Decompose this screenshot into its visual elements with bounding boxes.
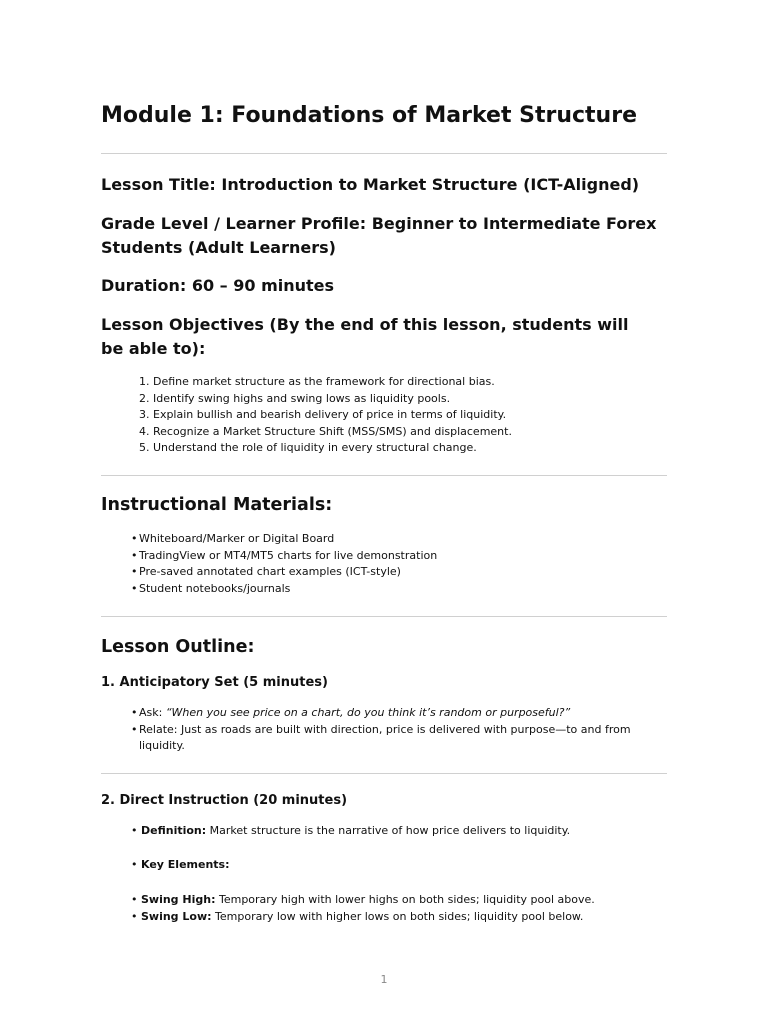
- divider: [101, 616, 667, 617]
- grade-level: Grade Level / Learner Profile: Beginner to Intermediate Forex Students (Adult Learners): [101, 214, 657, 257]
- list-item: [131, 705, 631, 722]
- swing-high-line: [131, 892, 595, 909]
- outline-heading: Lesson Outline:: [101, 637, 255, 657]
- definition-label: Definition:: [141, 824, 207, 837]
- page-number: 1: [380, 973, 388, 986]
- list-item: 4. Recognize a Market Structure Shift (MSS/SMS) and displacement.: [139, 424, 512, 438]
- lesson-title: Lesson Title: Introduction to Market Structure (ICT-Aligned): [101, 175, 640, 194]
- materials-heading: Instructional Materials:: [101, 495, 333, 515]
- divider: [101, 475, 667, 476]
- list-item: [131, 722, 631, 755]
- list-item: 3. Explain bullish and bearish delivery of price in terms of liquidity.: [139, 408, 507, 421]
- bullet-marker: •: [131, 548, 138, 562]
- anticipatory-list: [131, 705, 631, 755]
- ask-quote: “When you see price on a chart, do you think it’s random or purposeful?”: [165, 706, 571, 719]
- list-item: 5. Understand the role of liquidity in every structural change.: [139, 441, 477, 454]
- swing-high-text: Temporary high with lower highs on both sides; liquidity pool above.: [215, 893, 595, 906]
- material-text: Student notebooks/journals: [139, 581, 291, 595]
- anticipatory-heading: 1. Anticipatory Set (5 minutes): [101, 675, 328, 690]
- list-item: [131, 564, 631, 581]
- bullet-marker: •: [131, 893, 138, 906]
- material-text: Pre-saved annotated chart examples (ICT-style): [139, 565, 401, 578]
- list-item: 2. Identify swing highs and swing lows as liquidity pools.: [139, 391, 451, 405]
- divider: [101, 773, 667, 774]
- key-elements-line: [131, 857, 230, 874]
- materials-list: [131, 531, 631, 597]
- ask-label: Ask:: [139, 706, 166, 719]
- key-elements-label: Key Elements:: [141, 858, 230, 871]
- bullet-marker: •: [131, 910, 138, 923]
- bullet-marker: •: [131, 858, 138, 871]
- definition-line: [131, 823, 570, 840]
- swing-low-text: Temporary low with higher lows on both sides; liquidity pool below.: [211, 910, 584, 923]
- list-item: 1. Define market structure as the framework for directional bias.: [139, 375, 495, 388]
- relate-text: Relate: Just as roads are built with direction, price is delivered with purpose—to and from liquidity.: [139, 722, 631, 752]
- divider: [101, 153, 667, 154]
- bullet-marker: •: [131, 581, 138, 595]
- swing-high-label: Swing High:: [141, 893, 216, 906]
- material-text: TradingView or MT4/MT5 charts for live demonstration: [139, 548, 438, 562]
- objectives-heading: Lesson Objectives (By the end of this lesson, students will be able to):: [101, 315, 629, 358]
- module-title: Module 1: Foundations of Market Structure: [101, 103, 637, 128]
- duration: Duration: 60 – 90 minutes: [101, 276, 335, 295]
- bullet-marker: •: [131, 565, 138, 578]
- bullet-marker: •: [131, 722, 138, 736]
- list-item: [131, 548, 631, 565]
- list-item: [131, 581, 631, 598]
- direct-instruction-heading: 2. Direct Instruction (20 minutes): [101, 793, 348, 808]
- bullet-marker: •: [131, 706, 138, 719]
- bullet-marker: •: [131, 824, 138, 837]
- definition-text: Market structure is the narrative of how price delivers to liquidity.: [206, 824, 571, 837]
- list-item: [131, 531, 631, 548]
- bullet-marker: •: [131, 532, 138, 545]
- objectives-list: [139, 374, 512, 457]
- material-text: Whiteboard/Marker or Digital Board: [139, 532, 335, 545]
- swing-low-label: Swing Low:: [141, 910, 212, 923]
- swing-low-line: [131, 909, 583, 926]
